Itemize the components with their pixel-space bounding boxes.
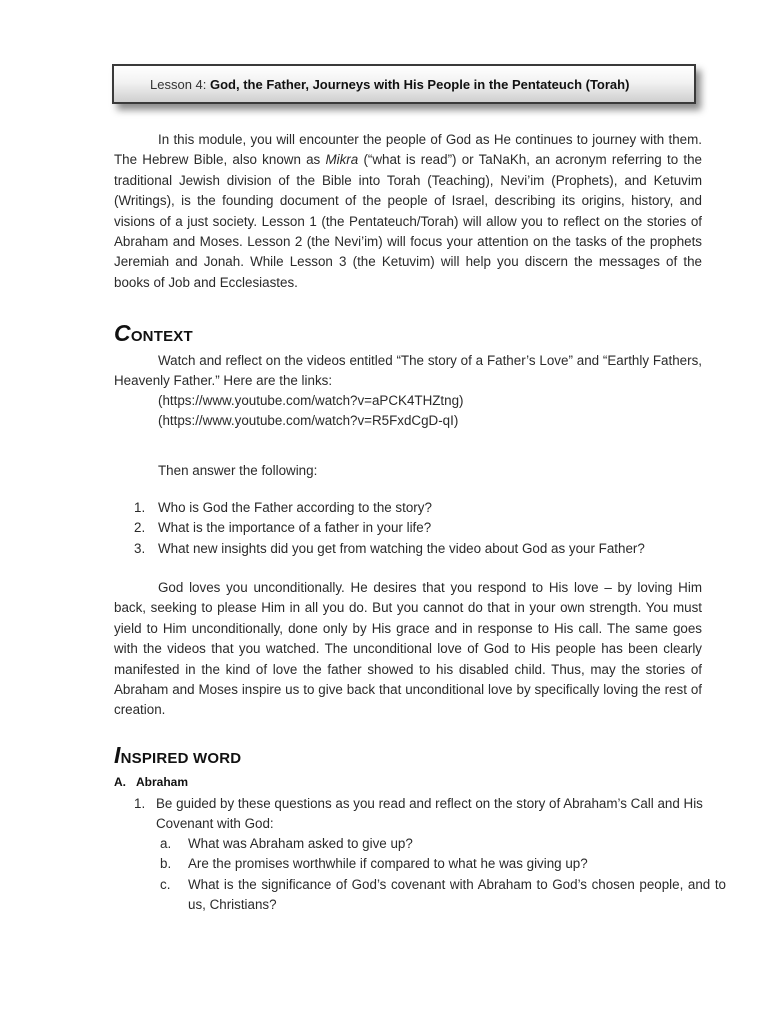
intro-text-2: (“what is read”) or TaNaKh, an acronym referring to the traditional Jewish division of the Bible into Torah (Teaching), Nevi’im (Prophets), and Ketuvim (Writings), is the founding document of the people of Israel, describing its origins, history, and visions of a just society. Lesson 1 (the Pentateuch/Torah) will allow you to reflect on the stories of Abraham and Moses. Lesson 2 (the Nevi’im) will focus your attention on the tasks of the prophets Jeremiah and Jonah. While Lesson 3 (the Ketuvim) will help you discern the messages of the books of Job and Ecclesiastes. [114, 152, 702, 290]
context-heading: CONTEXT [114, 320, 193, 346]
list-item: 3. What new insights did you get from watching the video about God as your Father? [134, 540, 645, 556]
context-paragraph: Watch and reflect on the videos entitled “The story of a Father’s Love” and “Earthly Fathers, Heavenly Father.” Here are the links: [114, 353, 702, 389]
list-item: 2. What is the importance of a father in your life? [134, 520, 432, 536]
abraham-item: 1. Be guided by these questions as you read and reflect on the story of Abraham’s Call and His Covenant with God: [134, 796, 703, 832]
intro-italic-term: Mikra [325, 152, 359, 168]
list-item: a. What was Abraham asked to give up? [160, 836, 413, 851]
inspired-word-heading: INSPIRED WORD [114, 742, 242, 768]
list-item: c. What is the significance of God’s covenant with Abraham to God’s chosen people, and to us, Christians? [160, 876, 726, 913]
video-link-1[interactable]: (https://www.youtube.com/watch?v=aPCK4THZtng) [158, 393, 464, 408]
context-questions [134, 498, 645, 559]
intro-text-1: In this module, you will encounter the people of God as He continues to journey with them. The Hebrew Bible, also known as [114, 132, 702, 168]
abraham-subquestions [160, 834, 726, 916]
list-item: 1. Who is God the Father according to the story? [134, 500, 432, 515]
answer-prompt: Then answer the following: [158, 463, 318, 478]
list-item: b. Are the promises worthwhile if compared to what he was giving up? [160, 856, 588, 872]
intro-paragraph [114, 130, 702, 293]
subsection-abraham: A. Abraham [114, 775, 189, 789]
video-link-2[interactable]: (https://www.youtube.com/watch?v=R5FxdCgD-qI) [158, 413, 459, 428]
lesson-title-box [112, 64, 696, 104]
lesson-title-text: God, the Father, Journeys with His People in the Pentateuch (Torah) [210, 77, 630, 92]
lesson-number: Lesson 4: [150, 77, 207, 92]
closing-paragraph: God loves you unconditionally. He desires that you respond to His love – by loving Him back, seeking to please Him in all you do. But you cannot do that in your own strength. You must yield to Him unconditionally, done only by His grace and in response to His call. The same goes with the videos that you watched. The unconditional love of God to His people has been clearly manifested in the kind of love the father showed to his disabled child. Thus, may the stories of Abraham and Moses inspire us to give back that unconditional love by specifically loving the rest of creation. [114, 580, 702, 718]
lesson-title [150, 77, 629, 92]
